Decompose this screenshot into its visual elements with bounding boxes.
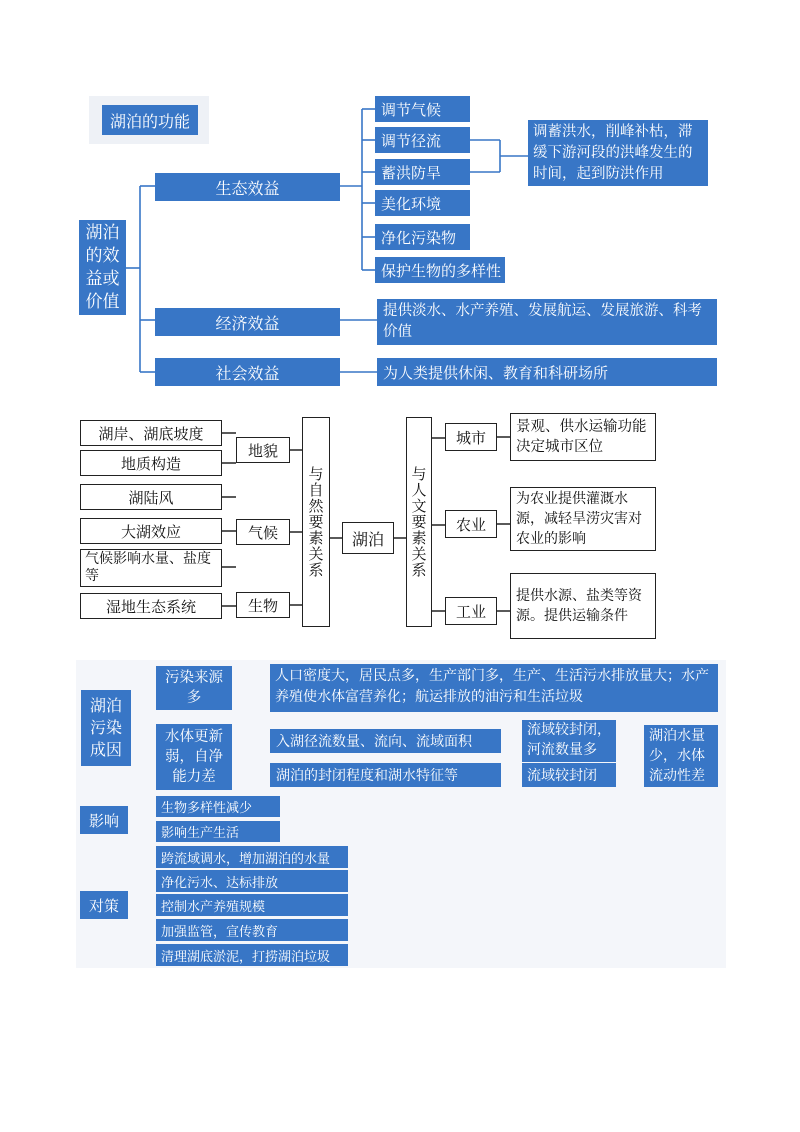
human-relation-text: 与人文要素关系 bbox=[409, 466, 428, 578]
lake-water-result: 湖泊水量少，水体流动性差 bbox=[644, 725, 718, 787]
natural-relation-text: 与自然要素关系 bbox=[306, 466, 325, 578]
impact-item: 生物多样性减少 bbox=[156, 796, 280, 817]
econ-benefit: 经济效益 bbox=[155, 308, 340, 336]
section1-heading: 湖泊的功能 bbox=[102, 105, 198, 135]
impact-item: 影响生产生活 bbox=[156, 821, 280, 842]
city-label: 城市 bbox=[445, 423, 497, 451]
human-relation bbox=[406, 417, 432, 627]
agriculture-label: 农业 bbox=[445, 510, 497, 538]
section1-root-text: 湖泊的效益或价值 bbox=[85, 222, 120, 312]
pollution-source-desc: 人口密度大，居民点多，生产部门多，生产、生活污水排放量大；水产养殖使水体富营养化；航运排放的油污和生活垃圾 bbox=[270, 664, 718, 712]
eco-item: 净化污染物 bbox=[375, 224, 470, 250]
weak-renewal bbox=[156, 724, 232, 790]
pollution-source-text: 污染来源多 bbox=[165, 670, 223, 706]
eco-item: 美化环境 bbox=[375, 190, 470, 216]
city-desc: 景观、供水运输功能决定城市区位 bbox=[510, 413, 656, 461]
eco-item: 调节径流 bbox=[375, 127, 470, 153]
pollution-root-text: 湖泊污染成因 bbox=[89, 696, 122, 759]
measure-item: 控制水产养殖规模 bbox=[156, 894, 348, 916]
industry-desc: 提供水源、盐类等资源。提供运输条件 bbox=[510, 573, 656, 639]
econ-desc: 提供淡水、水产养殖、发展航运、发展旅游、科考价值 bbox=[377, 299, 717, 345]
climate-item: 气候影响水量、盐度等 bbox=[80, 549, 222, 587]
measure-item: 跨流域调水，增加湖泊的水量 bbox=[156, 846, 348, 868]
eco-item: 蓄洪防旱 bbox=[375, 159, 470, 185]
section1-root bbox=[79, 220, 126, 315]
natural-relation bbox=[302, 417, 330, 627]
social-benefit: 社会效益 bbox=[155, 358, 340, 386]
impact-label: 影响 bbox=[80, 806, 128, 834]
landform-label: 地貌 bbox=[236, 437, 290, 463]
climate-item: 湖陆风 bbox=[80, 484, 222, 510]
eco-item: 保护生物的多样性 bbox=[375, 257, 505, 283]
industry-label: 工业 bbox=[445, 597, 497, 625]
measures-label: 对策 bbox=[80, 891, 128, 919]
biology-label: 生物 bbox=[236, 592, 290, 618]
measure-item: 清理湖底淤泥，打捞湖泊垃圾 bbox=[156, 944, 348, 966]
eco-benefit: 生态效益 bbox=[155, 173, 340, 201]
result-closed-basin: 流域较封闭，河流数量多 bbox=[522, 720, 616, 762]
climate-label: 气候 bbox=[236, 519, 290, 545]
eco-note: 调蓄洪水，削峰补枯，滞缓下游河段的洪峰发生的时间，起到防洪作用 bbox=[528, 120, 708, 186]
factor-closure: 湖泊的封闭程度和湖水特征等 bbox=[270, 763, 501, 787]
eco-item: 调节气候 bbox=[375, 96, 470, 122]
result-closed: 流域较封闭 bbox=[522, 763, 616, 787]
measure-item: 净化污水、达标排放 bbox=[156, 870, 348, 892]
lake-center: 湖泊 bbox=[342, 522, 394, 554]
biology-item: 湿地生态系统 bbox=[80, 593, 222, 619]
landform-item: 湖岸、湖底坡度 bbox=[80, 420, 222, 446]
social-desc: 为人类提供休闲、教育和科研场所 bbox=[377, 358, 717, 386]
climate-item: 大湖效应 bbox=[80, 518, 222, 544]
factor-runoff: 入湖径流数量、流向、流域面积 bbox=[270, 729, 501, 753]
weak-renewal-text: 水体更新弱，自净能力差 bbox=[165, 729, 223, 785]
pollution-source bbox=[156, 666, 232, 710]
agriculture-desc: 为农业提供灌溉水源，减轻旱涝灾害对农业的影响 bbox=[510, 487, 656, 551]
landform-item: 地质构造 bbox=[80, 450, 222, 476]
measure-item: 加强监管，宣传教育 bbox=[156, 919, 348, 941]
pollution-root bbox=[81, 690, 131, 766]
